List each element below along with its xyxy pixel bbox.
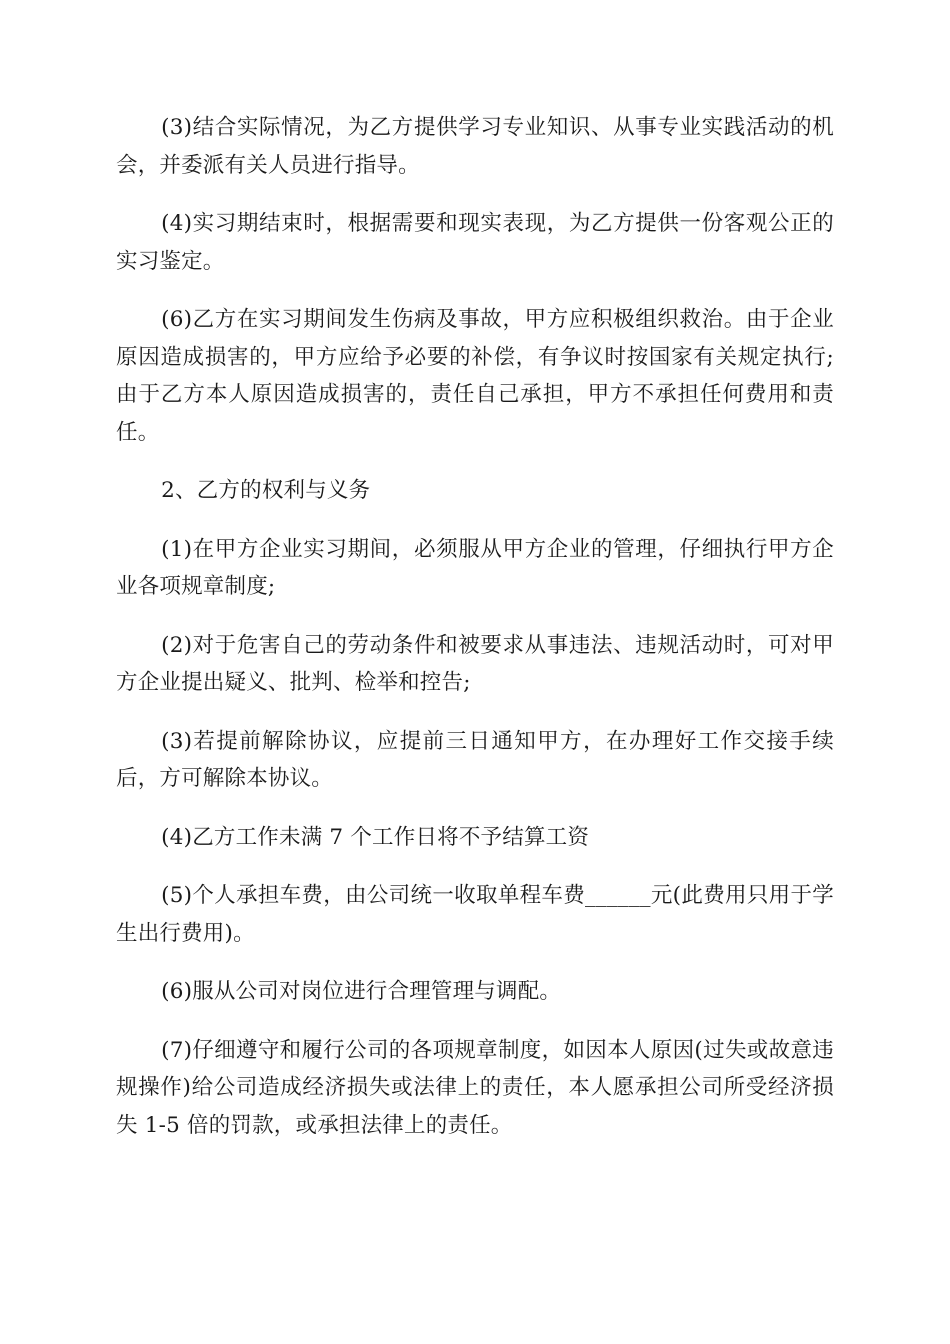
paragraph-compliance-penalty: (7)仔细遵守和履行公司的各项规章制度，如因本人原因(过失或故意违规操作)给公司造成经济损失或法律上的责任，本人愿承担公司所受经济损失 1-5 倍的罚款，或承担法律上的责任。: [116, 1037, 834, 1138]
paragraph-injury-accident: (6)乙方在实习期间发生伤病及事故，甲方应积极组织救治。由于企业原因造成损害的，甲方应给予必要的补偿，有争议时按国家有关规定执行;由于乙方本人原因造成损害的，责任自己承担，甲方不承担任何费用和责任。: [116, 307, 834, 445]
paragraph-wage-settlement: (4)乙方工作未满 7 个工作日将不予结算工资: [161, 824, 590, 850]
document-body: [116, 109, 834, 1165]
paragraph-transport-fee: (5)个人承担车费，由公司统一收取单程车费______元(此费用只用于学生出行费用)。: [116, 883, 834, 946]
section-heading-party-b-rights: 2、乙方的权利与义务: [161, 478, 371, 503]
paragraph-right-to-object: (2)对于危害自己的劳动条件和被要求从事违法、违规活动时，可对甲方企业提出疑义、批判、检举和控告;: [116, 632, 834, 695]
paragraph-internship-appraisal: (4)实习期结束时，根据需要和现实表现，为乙方提供一份客观公正的实习鉴定。: [116, 211, 834, 274]
paragraph-provide-learning-opportunity: (3)结合实际情况，为乙方提供学习专业知识、从事专业实践活动的机会，并委派有关人员进行指导。: [116, 115, 834, 178]
paragraph-obey-management: (1)在甲方企业实习期间，必须服从甲方企业的管理，仔细执行甲方企业各项规章制度;: [116, 536, 834, 599]
paragraph-early-termination: (3)若提前解除协议，应提前三日通知甲方，在办理好工作交接手续后，方可解除本协议。: [116, 728, 834, 791]
paragraph-job-allocation: (6)服从公司对岗位进行合理管理与调配。: [161, 979, 562, 1004]
